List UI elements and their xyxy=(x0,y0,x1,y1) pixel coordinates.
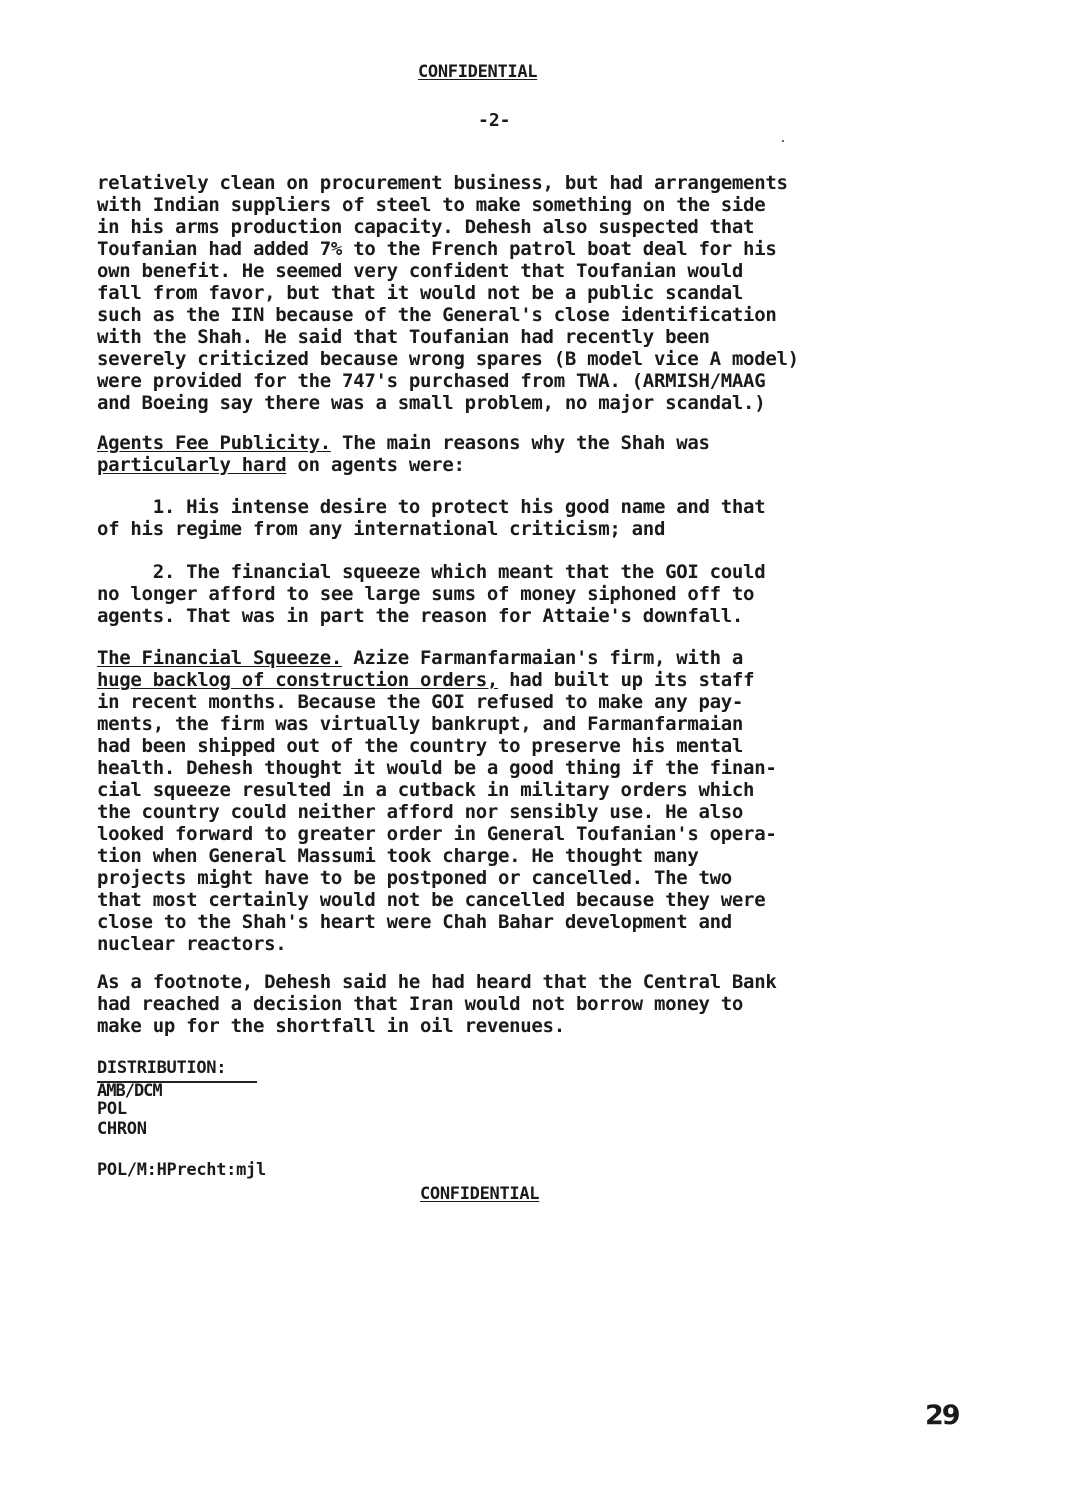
text-line: nuclear reactors. xyxy=(97,933,287,955)
text-line: of his regime from any international criticism; and xyxy=(97,518,666,540)
text-line: fall from favor, but that it would not be a public scandal xyxy=(97,282,744,304)
text-line: with Indian suppliers of steel to make something on the side xyxy=(97,194,766,216)
text-line: health. Dehesh thought it would be a good thing if the finan- xyxy=(97,757,777,779)
scan-speck xyxy=(782,140,784,142)
text-line: ments, the firm was virtually bankrupt, and Farmanfarmaian xyxy=(97,713,744,735)
section-heading-line xyxy=(97,433,710,455)
distribution-entry: AMB/DCM xyxy=(97,1081,162,1101)
section-heading-line xyxy=(97,670,754,692)
text-line: Toufanian had added 7% to the French patrol boat deal for his xyxy=(97,238,777,260)
distribution-label: DISTRIBUTION: xyxy=(97,1058,227,1078)
underlined-text: huge backlog of construction orders, xyxy=(97,669,499,691)
drafter-line: POL/M:HPrecht:mjl xyxy=(97,1160,266,1180)
text-span: had built up its staff xyxy=(498,669,755,691)
text-line: had reached a decision that Iran would not borrow money to xyxy=(97,993,744,1015)
text-line: own benefit. He seemed very confident that Toufanian would xyxy=(97,260,744,282)
distribution-entry: POL xyxy=(97,1099,127,1119)
page-number: -2- xyxy=(478,110,511,131)
text-span: Azize Farmanfarmaian's firm, with a xyxy=(342,647,744,669)
text-line: looked forward to greater order in General Toufanian's opera- xyxy=(97,823,777,845)
section-heading-line xyxy=(97,455,465,477)
text-line: 1. His intense desire to protect his good name and that xyxy=(97,496,766,518)
section-heading-line xyxy=(97,648,743,670)
text-line: such as the IIN because of the General's close identification xyxy=(97,304,777,326)
underlined-text: particularly hard xyxy=(97,454,287,476)
text-line: were provided for the 747's purchased from TWA. (ARMISH/MAAG xyxy=(97,370,766,392)
text-line: projects might have to be postponed or cancelled. The two xyxy=(97,867,732,889)
text-line: As a footnote, Dehesh said he had heard that the Central Bank xyxy=(97,971,777,993)
section-heading: The Financial Squeeze. xyxy=(97,647,343,669)
text-line: make up for the shortfall in oil revenues. xyxy=(97,1015,565,1037)
text-line: that most certainly would not be cancelled because they were xyxy=(97,889,766,911)
text-line: relatively clean on procurement business, but had arrangements xyxy=(97,172,788,194)
distribution-entry: CHRON xyxy=(97,1119,147,1139)
text-line: 2. The financial squeeze which meant that the GOI could xyxy=(97,561,766,583)
text-line: close to the Shah's heart were Chah Bahar development and xyxy=(97,911,732,933)
text-line: no longer afford to see large sums of money siphoned off to xyxy=(97,583,755,605)
text-line: with the Shah. He said that Toufanian had recently been xyxy=(97,326,710,348)
text-line: had been shipped out of the country to preserve his mental xyxy=(97,735,744,757)
text-span: The main reasons why the Shah was xyxy=(330,432,710,454)
text-line: agents. That was in part the reason for Attaie's downfall. xyxy=(97,605,744,627)
text-line: tion when General Massumi took charge. He thought many xyxy=(97,845,699,867)
text-line: the country could neither afford nor sensibly use. He also xyxy=(97,801,744,823)
text-line: cial squeeze resulted in a cutback in military orders which xyxy=(97,779,755,801)
text-line: in his arms production capacity. Dehesh also suspected that xyxy=(97,216,755,238)
section-heading: Agents Fee Publicity. xyxy=(97,432,331,454)
text-line: in recent months. Because the GOI refused to make any pay- xyxy=(97,691,744,713)
header-classification: CONFIDENTIAL xyxy=(418,62,538,82)
text-span: on agents were: xyxy=(286,454,465,476)
text-line: and Boeing say there was a small problem, no major scandal.) xyxy=(97,392,766,414)
text-line: severely criticized because wrong spares (B model vice A model) xyxy=(97,348,799,370)
handwritten-page-number: 29 xyxy=(925,1400,959,1431)
footer-classification: CONFIDENTIAL xyxy=(420,1184,540,1204)
